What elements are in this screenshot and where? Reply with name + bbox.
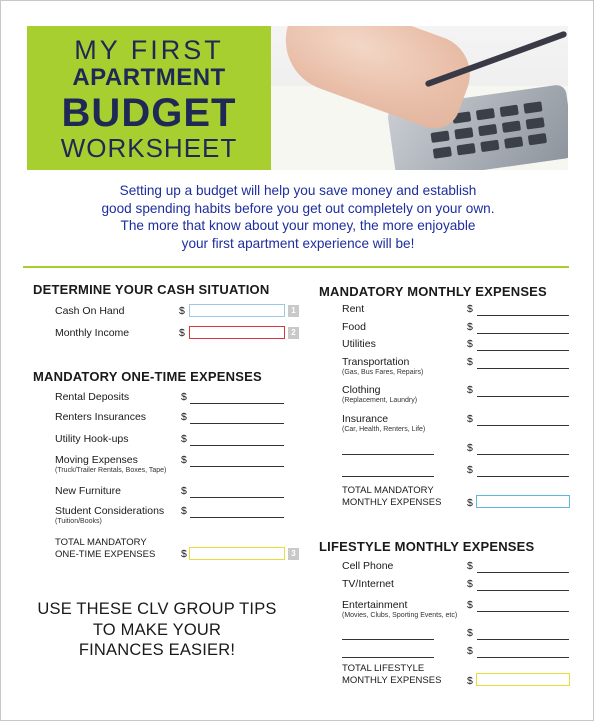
clothing-field[interactable] (477, 396, 569, 397)
rent-field[interactable] (477, 315, 569, 316)
monthly-blank-label-field-1[interactable] (342, 454, 434, 455)
monthly-blank-amount-field-2[interactable] (477, 476, 569, 477)
monthly-total-field[interactable] (476, 495, 570, 508)
lifestyle-blank-amount-field-2[interactable] (477, 657, 569, 658)
onetime-section-title: MANDATORY ONE-TIME EXPENSES (33, 369, 262, 384)
intro-paragraph: Setting up a budget will help you save money and establish good spending habits before you get out completely on your own. The more that know about your money, the more enjoyable your first apartment experience will be! (101, 183, 495, 251)
moving-expenses-field[interactable] (190, 466, 284, 467)
monthly-section-title: MANDATORY MONTHLY EXPENSES (319, 284, 547, 299)
title-line-1: MY FIRST (74, 35, 224, 65)
onetime-total-field[interactable] (189, 547, 285, 560)
title-line-4: WORKSHEET (60, 133, 238, 163)
monthly-income-field[interactable] (189, 326, 285, 339)
tv-internet-field[interactable] (477, 590, 569, 591)
lifestyle-blank-label-field-1[interactable] (342, 639, 434, 640)
step-number-1: 1 (288, 305, 299, 317)
step-number-2: 2 (288, 327, 299, 339)
rental-deposits-field[interactable] (190, 403, 284, 404)
insurance-field[interactable] (477, 425, 569, 426)
title-line-3: BUDGET (61, 91, 237, 135)
renters-insurances-field[interactable] (190, 423, 284, 424)
cell-phone-field[interactable] (477, 572, 569, 573)
lifestyle-blank-amount-field-1[interactable] (477, 639, 569, 640)
title-line-2: APARTMENT (72, 64, 226, 91)
lifestyle-section-title: LIFESTYLE MONTHLY EXPENSES (319, 539, 535, 554)
utilities-field[interactable] (477, 350, 569, 351)
new-furniture-field[interactable] (190, 497, 284, 498)
tips-heading: USE THESE CLV GROUP TIPS TO MAKE YOUR FINANCES EASIER! (37, 600, 277, 659)
utility-hookups-field[interactable] (190, 445, 284, 446)
student-considerations-field[interactable] (190, 517, 284, 518)
transportation-field[interactable] (477, 368, 569, 369)
food-field[interactable] (477, 333, 569, 334)
monthly-blank-label-field-2[interactable] (342, 476, 434, 477)
cash-on-hand-field[interactable] (189, 304, 285, 317)
section-divider (23, 266, 569, 268)
worksheet-page: MY FIRST APARTMENT BUDGET WORKSHEET Setting up a budget will help you save money and establish good spending habits before you get out completely on your own. The more that know about your money, the more enjoyable your first apartment experience will be! DETERMINE YOUR CASH SITUATION Cash On Hand $ 1 Monthly Income $ 2 MANDATORY ONE-TIME EXPENSES Rental Deposits $ Renters Insurances $ Utility Hook-ups $ Moving Expenses (Truck/Trailer Rentals, Boxes, Tape) $ New Furniture $ Student Considerations (Tuition/Books) $ TOTAL MANDATORY ONE-TIME EXPENSES $ 3 USE THESE CLV GROUP TIPS TO MAKE YOUR FINANCES EASIER! MANDATORY MONTHLY EXPENSES Rent $ Food $ Utilities $ Transportation (Gas, Bus Fares, Repairs) $ Clothing (Replacement, Laundry) $ Insurance (Car, Health, Renters, Life) $ $ $ TOTAL MANDATORY MONTHLY EXPENSES $ LIFESTYLE MONTHLY EXPENSES Cell Phone $ TV/Internet $ Entertainment (Movies, Clubs, Sporting Events, etc) $ $ $ TOTAL LIFESTYLE MONTHLY EXPENSES $ (0, 0, 594, 721)
lifestyle-blank-label-field-2[interactable] (342, 657, 434, 658)
calculator-photo (271, 26, 568, 170)
entertainment-field[interactable] (477, 611, 569, 612)
step-number-3: 3 (288, 548, 299, 560)
cash-section-title: DETERMINE YOUR CASH SITUATION (33, 282, 270, 297)
monthly-blank-amount-field-1[interactable] (477, 454, 569, 455)
lifestyle-total-field[interactable] (476, 673, 570, 686)
title-banner (27, 26, 271, 170)
